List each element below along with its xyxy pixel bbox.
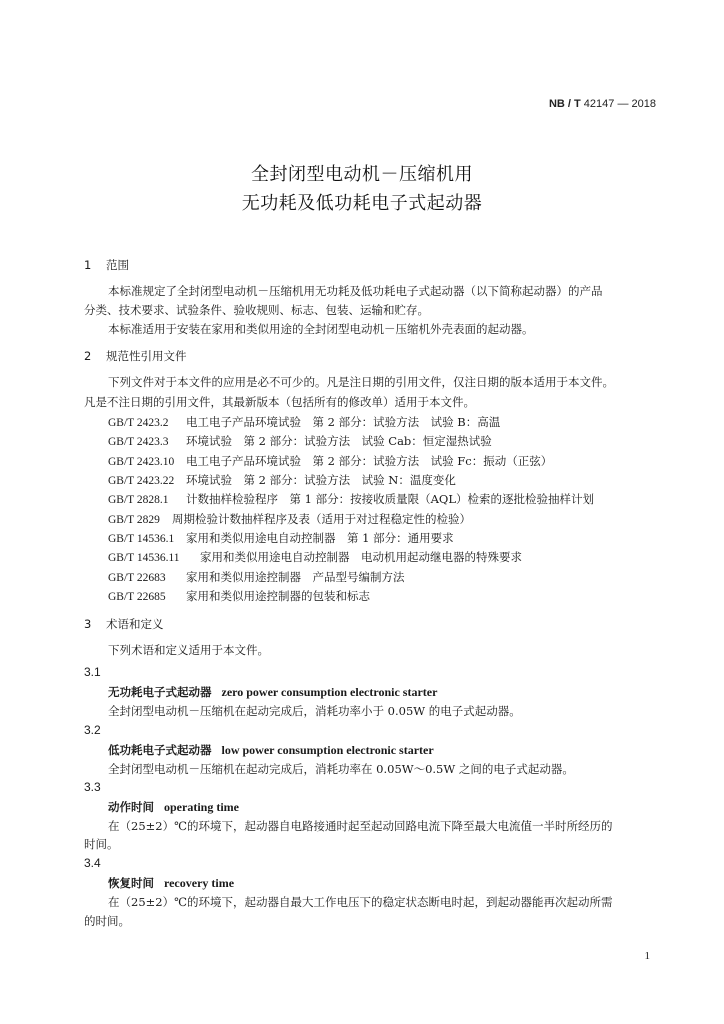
term-number: 3.3 [84,780,101,794]
paragraph-line: 凡是不注日期的引用文件，其最新版本（包括所有的修改单）适用于本文件。 [84,395,475,409]
reference-code: GB/T 2423.2 [108,417,169,429]
section-number: 3 [84,617,92,631]
reference-title: 家用和类似用途控制器 产品型号编制方法 [186,570,405,584]
reference-item [108,549,522,566]
term-chinese: 低功耗电子式起动器 [108,743,212,757]
term-definition: 的时间。 [84,914,130,928]
reference-code: GB/T 2423.22 [108,475,175,487]
term-english: low power consumption electronic starter [221,743,434,757]
reference-title: 家用和类似用途控制器的包装和标志 [186,589,370,603]
term-definition: 全封闭型电动机－压缩机在起动完成后，消耗功率在 0.05W～0.5W 之间的电子式起动器。 [108,762,574,776]
term-definition: 全封闭型电动机－压缩机在起动完成后，消耗功率小于 0.05W 的电子式起动器。 [108,704,521,718]
reference-item [108,453,552,470]
reference-title: 计数抽样检验程序 第 1 部分：按接收质量限（AQL）检索的逐批检验抽样计划 [186,492,594,506]
paragraph-line: 下列文件对于本文件的应用是必不可少的。凡是注日期的引用文件，仅注日期的版本适用于本文件。 [108,375,614,389]
section-heading-scope [84,257,129,273]
reference-code: GB/T 22685 [108,591,166,603]
reference-code: GB/T 22683 [108,572,166,584]
term-definition: 在（25±2）℃的环境下，起动器自电路接通时起至起动回路电流下降至最大电流值一半时所经历的 [108,819,613,833]
term-heading [108,799,239,815]
reference-code: GB/T 14536.11 [108,552,180,564]
reference-title: 周期检验计数抽样程序及表（适用于对过程稳定性的检验） [172,512,471,526]
reference-code: GB/T 14536.1 [108,533,175,545]
section-title: 范围 [106,258,129,272]
reference-item [108,530,454,547]
section-heading-terms [84,616,164,632]
paragraph-line: 本标准适用于安装在家用和类似用途的全封闭型电动机－压缩机外壳表面的起动器。 [108,322,534,336]
reference-item [108,472,456,489]
reference-item [108,511,471,528]
term-heading [108,742,434,758]
term-english: recovery time [164,876,235,890]
reference-title: 电工电子产品环境试验 第 2 部分：试验方法 试验 Fc：振动（正弦） [186,454,553,468]
reference-title: 家用和类似用途电自动控制器 电动机用起动继电器的特殊要求 [200,550,522,564]
section-number: 2 [84,349,92,363]
term-english: operating time [164,800,239,814]
term-number: 3.4 [84,856,101,870]
term-definition: 时间。 [84,837,119,851]
document-title-line2: 无功耗及低功耗电子式起动器 [241,193,483,214]
term-chinese: 恢复时间 [108,876,154,890]
reference-item [108,491,594,508]
section-title: 规范性引用文件 [106,349,187,363]
standard-prefix: NB / T [548,98,581,110]
reference-item [108,433,492,450]
page-number: 1 [644,950,650,962]
reference-code: GB/T 2829 [108,514,160,526]
standard-number [549,98,656,110]
standard-year: 2018 [631,98,656,110]
section-heading-normative-references [84,348,187,364]
term-heading [108,684,437,700]
term-chinese: 无功耗电子式起动器 [108,685,212,699]
reference-title: 环境试验 第 2 部分：试验方法 试验 Cab：恒定湿热试验 [186,434,492,448]
standard-dash: — [617,98,629,110]
paragraph-line: 分类、技术要求、试验条件、验收规则、标志、包装、运输和贮存。 [84,303,429,317]
reference-code: GB/T 2423.10 [108,456,175,468]
term-chinese: 动作时间 [108,800,154,814]
term-english: zero power consumption electronic starter [221,685,438,699]
reference-item [108,569,405,586]
term-number: 3.1 [84,665,101,679]
term-number: 3.2 [84,723,101,737]
term-definition: 在（25±2）℃的环境下，起动器自最大工作电压下的稳定状态断电时起，到起动器能再次起动所需 [108,895,613,909]
reference-title: 家用和类似用途电自动控制器 第 1 部分：通用要求 [186,531,454,545]
reference-code: GB/T 2423.3 [108,436,169,448]
paragraph-line: 本标准规定了全封闭型电动机－压缩机用无功耗及低功耗电子式起动器（以下简称起动器）的产品 [108,284,603,298]
standard-code: 42147 [583,98,615,110]
section-title: 术语和定义 [106,617,164,631]
section-number: 1 [84,258,92,272]
document-title-line1: 全封闭型电动机－压缩机用 [251,164,473,185]
reference-title: 环境试验 第 2 部分：试验方法 试验 N：温度变化 [186,473,456,487]
reference-item [108,588,370,605]
reference-item [108,414,500,431]
reference-title: 电工电子产品环境试验 第 2 部分：试验方法 试验 B：高温 [186,415,501,429]
term-heading [108,875,234,891]
reference-code: GB/T 2828.1 [108,494,169,506]
paragraph-line: 下列术语和定义适用于本文件。 [108,643,269,657]
